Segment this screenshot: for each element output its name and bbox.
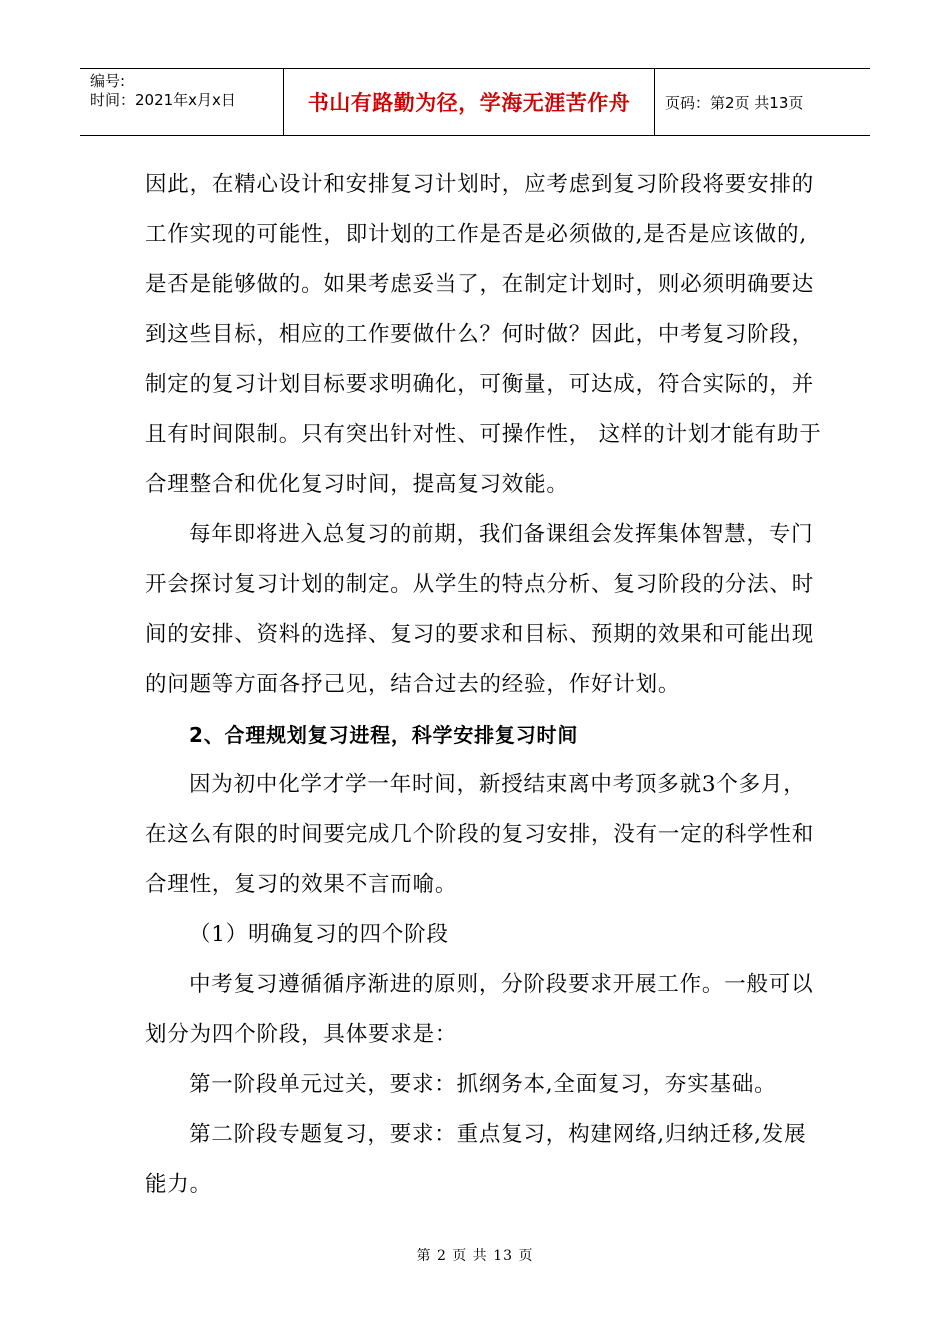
subsection-heading: （1）明确复习的四个阶段	[189, 922, 449, 947]
document-body	[145, 160, 825, 1210]
page-footer: 第 2 页 共 13 页	[416, 1248, 534, 1264]
paragraph: 因此，在精心设计和安排复习计划时，应考虑到复习阶段将要安排的工作实现的可能性，即计划的工作是否是必须做的,是否是应该做的,是否是能够做的。如果考虑妥当了，在制定计划时，则必须明确要达到这些目标，相应的工作要做什么？何时做？因此，中考复习阶段，制定的复习计划目标要求明确化，可衡量，可达成，符合实际的，并且有时间限制。只有突出针对性、可操作性， 这样的计划才能有助于合理整合和优化复习时间，提高复习效能。	[145, 172, 822, 497]
paragraph: 中考复习遵循循序渐进的原则，分阶段要求开展工作。一般可以划分为四个阶段，具体要求是：	[145, 972, 814, 1047]
header-page-info: 页码：第2页 共13页	[665, 93, 804, 112]
section-heading: 2、合理规划复习进程，科学安排复习时间	[189, 723, 579, 747]
paragraph: 第一阶段单元过关，要求：抓纲务本,全面复习，夯实基础。	[189, 1072, 777, 1097]
paragraph: 每年即将进入总复习的前期，我们备课组会发挥集体智慧，专门开会探讨复习计划的制定。从学生的特点分析、复习阶段的分法、时间的安排、资料的选择、复习的要求和目标、预期的效果和可能出现的问题等方面各抒己见，结合过去的经验，作好计划。	[145, 522, 815, 697]
document-number-label: 编号:	[90, 72, 126, 90]
document-time-label: 时间：2021年x月x日	[90, 91, 236, 109]
header-motto: 书山有路勤为径，学海无涯苦作舟	[283, 69, 655, 135]
paragraph: 因为初中化学才学一年时间，新授结束离中考顶多就3个多月，在这么有限的时间要完成几个阶段的复习安排，没有一定的科学性和合理性，复习的效果不言而喻。	[145, 772, 815, 897]
page-header	[80, 68, 870, 136]
header-meta	[80, 69, 283, 135]
paragraph: 第二阶段专题复习，要求：重点复习，构建网络,归纳迁移,发展能力。	[145, 1122, 807, 1197]
